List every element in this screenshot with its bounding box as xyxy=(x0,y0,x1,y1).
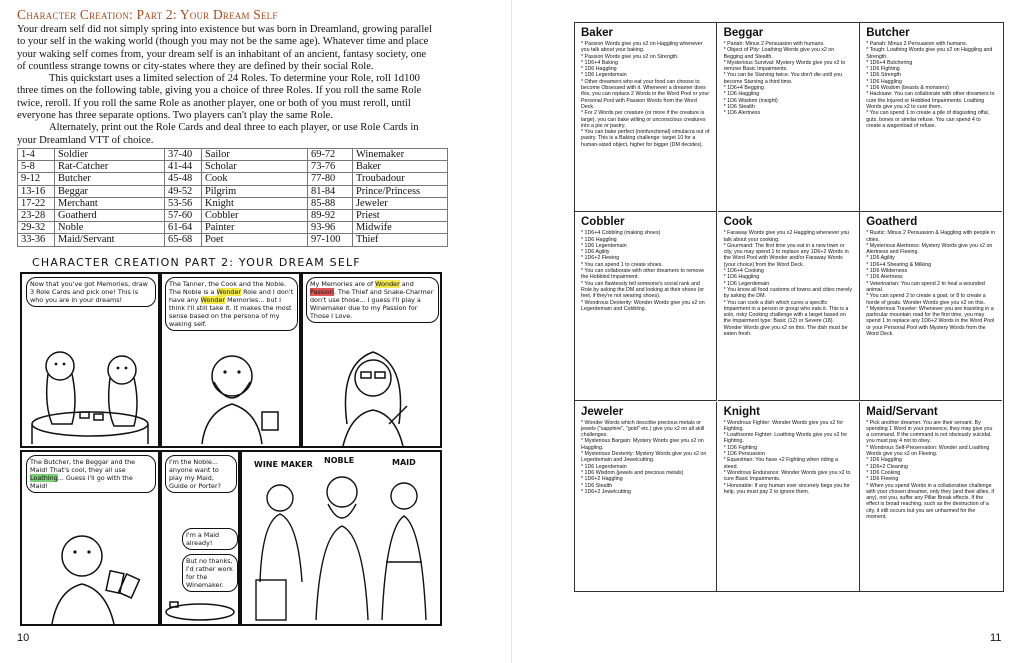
dream-selves-illustration xyxy=(242,452,440,624)
role-card xyxy=(860,402,1002,591)
page-number: 10 xyxy=(17,632,30,644)
role-card xyxy=(718,23,860,212)
role-name-cell: Noble xyxy=(55,222,165,234)
roll-range-cell: 23-28 xyxy=(18,210,55,222)
bubble-text: and xyxy=(399,280,414,288)
bubble-highlight: Wonder xyxy=(375,280,400,288)
role-name-cell: Butcher xyxy=(55,173,165,185)
comic-panel-1 xyxy=(20,272,160,448)
roll-range-cell: 89-92 xyxy=(308,210,353,222)
card-holding-player-illustration xyxy=(22,452,158,624)
role-card-name: Goatherd xyxy=(866,216,918,229)
roll-range-cell: 73-76 xyxy=(308,161,353,173)
roll-range-cell: 81-84 xyxy=(308,185,353,197)
role-card-grid xyxy=(574,22,1004,592)
role-table-row xyxy=(18,222,448,234)
comic-panel-3 xyxy=(301,272,442,448)
table-with-cards-illustration xyxy=(162,452,238,624)
roll-range-cell: 17-22 xyxy=(18,197,55,209)
roll-range-cell: 53-56 xyxy=(165,197,202,209)
role-name-cell: Merchant xyxy=(55,197,165,209)
role-card-text: * Rustic: Minus 2 Persuasion & Haggling with people in cities. * Mysterious Alertness: Mystery Words give you x2 on Alertness and Fleeing. * 1D6 Agility * 1D6+4 Shearing & Milking * 1D6 Wilderness * 1D6 Alertness * Veterinarian: You can spend 2 to heal a wounded animal. * You can spend 2 to create a goat, or 8 to create a horde of goats. Wonder Words give you x2 on this. * Mysterious Traveler: Whenever you are traveling in a particular mountain road for the first time, you may spend 1 to replace any 1D6+2 Words in the Word Pool or your Personal Pool with Mystery Words from the Word Deck. xyxy=(866,230,996,338)
role-name-cell: Sailor xyxy=(202,149,308,161)
bubble-highlight: Loathing xyxy=(30,474,58,482)
role-name-cell: Beggar xyxy=(55,185,165,197)
role-name-cell: Knight xyxy=(202,197,308,209)
roll-range-cell: 69-72 xyxy=(308,149,353,161)
speech-bubble: But no thanks, I'd rather work for the Winemaker. xyxy=(182,554,238,592)
role-card-name: Maid/Servant xyxy=(866,405,938,418)
roll-range-cell: 41-44 xyxy=(165,161,202,173)
role-card-text: * Wonder Words which describe precious metals or jewels ("sapphire", "gold" etc.) give you x2 on all skill challenges. * Mysterious Bargain: Mystery Words give you x2 on Haggling. * Mysterious Dexterity: Mystery Words give you x2 on Legerdemain and Jewelcutting. * 1D6 Legerdemain * 1D6 Wisdom (jewels and precious metals) * 1D6+2 Haggling * 1D6 Stealth * 1D6+2 Jewelcutting xyxy=(581,419,707,495)
roll-range-cell: 45-48 xyxy=(165,173,202,185)
roll-range-cell: 1-4 xyxy=(18,149,55,161)
roll-range-cell: 13-16 xyxy=(18,185,55,197)
role-name-cell: Goatherd xyxy=(55,210,165,222)
comic-panel-5 xyxy=(160,450,240,626)
bearded-player-illustration xyxy=(162,274,299,446)
comic-strip xyxy=(20,256,438,623)
role-name-cell: Cobbler xyxy=(202,210,308,222)
role-name-cell: Cook xyxy=(202,173,308,185)
role-card-text: * Faraway Words give you x2 Haggling whenever you talk about your cooking. * Gourmand: The first time you eat in a new town or city, you may spend 1 to replace any 1D6+2 Words in the Word Pool with Wonder and/or Faraway Words (your choice) from the Word Deck. * 1D6+4 Cooking * 1D6 Haggling * 1D6 Legerdemain * You know all food customs of towns and cities merely by asking the DM. * You can cook a dish which cures a specific Impairment in a person or group who eats it. This is a solo, risky Cooking challenge with a target based on the Impairment type: Basic (12) or Severe (18). Wonder Words give you x2 on this. The dish must be eaten fresh. xyxy=(723,230,852,338)
role-table xyxy=(17,148,448,247)
role-card xyxy=(575,402,717,591)
role-table-row xyxy=(18,161,448,173)
role-card-name: Baker xyxy=(581,27,613,39)
role-card-name: Beggar xyxy=(723,27,764,39)
roll-range-cell: 97-100 xyxy=(308,234,353,246)
comic-panel-6 xyxy=(240,450,442,626)
intro-paragraph: Your dream self did not simply spring into existence but was born in Dreamland, growing parallel to your self in the waking world (though you may not be the same age). Whatever time and place your waking self comes from, your dream self is an inhabitant of an ancient, fantasy society, one of countless strange towns or city-states where they are defined by their social Role. xyxy=(17,24,432,72)
role-card-text: * Wondrous Fighter: Wonder Words give you x2 for Fighting. * Loathsome Fighter: Loathing Words give you x2 for Fighting. * 1D6 Fighting * 1D6 Persuasion * Equestrian: You have +2 Fighting when riding a steed. * Wondrous Endurance: Wonder Words give you x2 to cure Basic Impairments. * Honorable: If any human ever sincerely begs you for help, you must pay 2 to ignore them. xyxy=(723,419,851,495)
comic-title: CHARACTER CREATION PART 2: YOUR DREAM SELF xyxy=(32,256,361,269)
role-name-cell: Pilgrim xyxy=(202,185,308,197)
role-card-name: Cook xyxy=(723,216,753,229)
role-table-row xyxy=(18,173,448,185)
role-card xyxy=(718,402,860,591)
label-maid: MAID xyxy=(392,458,416,467)
role-card xyxy=(575,23,717,212)
roll-range-cell: 49-52 xyxy=(165,185,202,197)
bubble-text: . The Thief and Snake-Charmer don't use those... I guess I'll play a Winemaker due to my Passion for Those I Love. xyxy=(310,288,434,320)
role-name-cell: Thief xyxy=(353,234,448,246)
role-name-cell: Priest xyxy=(353,210,448,222)
role-card-text: * Pariah: Minus 2 Persuasion with humans. * Object of Pity: Loathing Words give you x2 on Begging and Stealth. * Mysterious Survival: Mystery Words give you x2 to remove Basic Impairments. * You can be Starving twice. You don't die until you become Starving a third time. * 1D6+4 Begging * 1D6 Haggling * 1D6 Wisdom (insight) * 1D6 Stealth * 1D6 Alertness xyxy=(723,41,846,117)
bubble-highlight: Passion xyxy=(310,288,334,296)
section-title: Character Creation: Part 2: Your Dream Self xyxy=(17,7,278,22)
speech-bubble: Now that you've got Memories, draw 3 Role Cards and pick one! This is who you are in your dreams! xyxy=(26,277,156,307)
roll-range-cell: 65-68 xyxy=(165,234,202,246)
role-card-text: * Pick another dreamer. You are their servant. By spending 1 Word in your presence, they may give you a command. If the command is not obviously suicidal, you must pay 4 not to obey. * Wondrous Self-Preservation: Wonder and Loathing Words give you x2 on Fleeing. * 1D6 Haggling * 1D6+2 Cleaning * 1D6 Cooking * 1D6 Fleeing * When you spend Words in a collaborative challenge with your chosen dreamer, only they (and their allies, if any), not you, suffer any Pillar Break effects. If the effect is broad reaching, such as the destruction of a city, it still occurs but you are unharmed for the moment. xyxy=(866,419,994,521)
role-name-cell: Baker xyxy=(353,161,448,173)
role-name-cell: Scholar xyxy=(202,161,308,173)
comic-panel-4 xyxy=(20,450,160,626)
roll-range-cell: 77-80 xyxy=(308,173,353,185)
roll-range-cell: 5-8 xyxy=(18,161,55,173)
bubble-highlight: Wonder xyxy=(200,296,226,304)
roll-range-cell: 57-60 xyxy=(165,210,202,222)
speech-bubble: I'm the Noble... anyone want to play my Maid, Guide or Porter? xyxy=(165,455,237,493)
label-noble: NOBLE xyxy=(324,456,355,465)
role-name-cell: Troubadour xyxy=(353,173,448,185)
bubble-text: The Butcher, the Beggar and the Maid! That's cool, they all use xyxy=(30,458,136,474)
role-table-row xyxy=(18,210,448,222)
role-card-name: Cobbler xyxy=(581,216,625,229)
role-name-cell: Maid/Servant xyxy=(55,234,165,246)
roll-range-cell: 29-32 xyxy=(18,222,55,234)
role-name-cell: Jeweler xyxy=(353,197,448,209)
bubble-text: Memories... but I think I'll still take it. It makes the most sense based on the persona of my waking self. xyxy=(169,296,292,328)
role-card-name: Knight xyxy=(723,405,760,418)
bubble-text: The Tanner, the Cook and the Noble. The Noble is a xyxy=(169,280,286,296)
role-table-row xyxy=(18,185,448,197)
role-name-cell: Soldier xyxy=(55,149,165,161)
role-card-text: * Passion Words give you x2 on Haggling whenever you talk about your baking. * Passion Words give you x2 on Strength. * 1D6+4 Baking * 1D6 Haggling * 1D6 Legerdemain * Other dreamers who eat your food can choose to become Obsessed with it. Whenever a dreamer does this, you can replace 2 Words in the Word Pool or your Personal Pool with Passion Words from the Word Deck. * For 2 Words per creature (or more if the creature is large), you can bake willing or unconscious creatures into a pie or pastry. * You can bake perfect (nonfunctional) simulacra out of pastry. This is a Baking challenge: target 10 for a human-sized object, higher for bigger (DM decides). xyxy=(581,41,710,148)
roll-range-cell: 61-64 xyxy=(165,222,202,234)
page-number: 11 xyxy=(990,632,1002,644)
roll-range-cell: 85-88 xyxy=(308,197,353,209)
role-card-name: Jeweler xyxy=(581,405,624,418)
long-haired-player-illustration xyxy=(303,274,440,446)
label-winemaker: WINE MAKER xyxy=(254,460,313,469)
role-card-text: * 1D6+4 Cobbling (making shoes) * 1D6 Haggling * 1D6 Legerdemain * 1D6 Agility * 1D6+2 Fleeing * You can spend 1 to create shoes. * You can collaborate with other dreamers to remove the Hobbled Impairment. * You can flawlessly tell someone's social rank and Role by asking the DM and looking at their shoes (or feet, if they're not wearing shoes). * Wondrous Dexterity: Wonder Words give you x2 on Legerdemain and Cobbling. xyxy=(581,230,705,312)
roll-range-cell: 33-36 xyxy=(18,234,55,246)
role-name-cell: Winemaker xyxy=(353,149,448,161)
bubble-text: Role and I don't have any xyxy=(169,288,294,304)
role-table-row xyxy=(18,197,448,209)
role-name-cell: Midwife xyxy=(353,222,448,234)
role-name-cell: Poet xyxy=(202,234,308,246)
bubble-highlight: Wonder xyxy=(216,288,242,296)
role-card xyxy=(860,212,1002,401)
role-table-row xyxy=(18,234,448,246)
roll-range-cell: 9-12 xyxy=(18,173,55,185)
role-name-cell: Painter xyxy=(202,222,308,234)
role-card-text: * Pariah: Minus 2 Persuasion with humans. * Tough: Loathing Words give you x2 on Haggling and Strength. * 1D6+4 Butchering * 1D6 Fighting * 1D6 Strength * 1D6 Haggling * 1D6 Wisdom (beasts & monsters) * Hacksaw: You can collaborate with other dreamers to cure the Injured or Hobbled Impairments. Loathing Words give you x2 to cure them. * You can spend 1 to create a pile of disgusting offal, guts, bones or similar refuse. You can spend 4 to create a wagonload of refuse. xyxy=(866,41,995,129)
bubble-text: My Memories are of xyxy=(310,280,376,288)
role-card-name: Butcher xyxy=(866,27,910,39)
speech-bubble: I'm a Maid already! xyxy=(182,528,238,550)
role-card xyxy=(718,212,860,401)
intro-paragraph: Alternately, print out the Role Cards and deal three to each player, or use Role Cards in your Dreamland VTT of choice. xyxy=(17,122,419,146)
role-name-cell: Rat-Catcher xyxy=(55,161,165,173)
role-card xyxy=(575,212,717,401)
roll-range-cell: 37-40 xyxy=(165,149,202,161)
roll-range-cell: 93-96 xyxy=(308,222,353,234)
role-card xyxy=(860,23,1002,212)
players-at-table-illustration xyxy=(22,274,158,446)
intro-text xyxy=(17,24,437,147)
right-page xyxy=(512,0,1024,663)
role-name-cell: Prince/Princess xyxy=(353,185,448,197)
intro-paragraph: This quickstart uses a limited selection of 24 Roles. To determine your Role, roll 1d100 three times on the following table, giving you a choice of three Roles. If you roll the same Role twice, reroll. If you roll the same Role as another player, one or both of you must reroll, until everyone has three separate options. Two players can't play the same Role. xyxy=(17,73,422,122)
comic-panel-2 xyxy=(160,272,301,448)
role-table-row xyxy=(18,149,448,161)
bubble-text: ... Guess I'll go with the Maid! xyxy=(30,474,133,490)
